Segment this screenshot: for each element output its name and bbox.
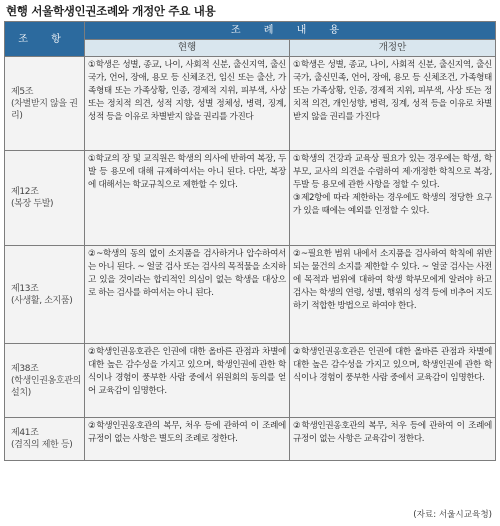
clause-cell: [5, 246, 85, 344]
current-text: ①학생은 성별, 종교, 나이, 사회적 신분, 출신지역, 출신국가, 언어, 장애, 용모 등 신체조건, 임신 또는 출산, 가족형태 또는 가족상황, 인종, 경제적 지위, 피부색, 사상 또는 정치적 의견, 성적 지향, 성별 정체성, 병력, 징계, 성적 등을 이유로 차별받지 않을 권리를 가진다: [88, 60, 286, 122]
revision-cell: [290, 418, 496, 461]
table-row: [5, 246, 496, 344]
clause-title: (차별받지 않을 권리): [11, 98, 78, 121]
current-cell: [85, 418, 290, 461]
table-row: [5, 418, 496, 461]
revision-cell: [290, 151, 496, 246]
current-cell: [85, 151, 290, 246]
revision-text: ①학생은 성별, 종교, 나이, 사회적 신분, 출신지역, 출신국가, 출신민족, 언어, 장애, 용모 등 신체조건, 가족형태 또는 가족상황, 인종, 경제적 지위, 피부색, 사상 또는 정치적 의견, 개인성향, 병력, 징계, 성적 등을 이유로 차별받지 않을 권리를 가진다: [293, 60, 492, 122]
current-text: ②학생인권옹호관의 복무, 처우 등에 관하여 이 조례에 규정이 없는 사항은 별도의 조례로 정한다.: [88, 421, 286, 444]
header-row-main: [5, 22, 496, 40]
clause-cell: [5, 418, 85, 461]
clause-title: (겸직의 제한 등): [11, 440, 73, 450]
table-row: [5, 57, 496, 151]
page-title: 현행 서울학생인권조례와 개정안 주요 내용: [6, 4, 216, 18]
clause-number: 제5조: [11, 86, 34, 97]
comparison-table: [4, 21, 496, 461]
current-text: ①학교의 장 및 교직원은 학생의 의사에 반하여 복장, 두발 등 용모에 대해 규제하여서는 아니 된다. 다만, 복장에 대해서는 학교규칙으로 제한할 수 있다.: [88, 154, 286, 190]
clause-cell: [5, 57, 85, 151]
current-cell: [85, 57, 290, 151]
current-text: ②학생인권옹호관은 인권에 대한 올바른 관점과 차별에 대한 높은 감수성을 가지고 있으며, 학생인권에 관한 학식이나 경험이 풍부한 사람 중에서 위원회의 동의를 얻어 교육감이 임명한다.: [88, 347, 286, 396]
revision-text: ①학생의 건강과 교육상 필요가 있는 경우에는 학생, 학부모, 교사의 의견을 수렴하여 제·개정한 학칙으로 복장, 두발 등 용모에 관한 사항을 정할 수 있다.: [293, 154, 492, 190]
current-cell: [85, 344, 290, 418]
source-note: (자료: 서울시교육청): [413, 510, 492, 520]
clause-title: (학생인권옹호관의 설치): [11, 375, 81, 398]
clause-number: 제41조: [11, 428, 39, 438]
header-ordinance-content: 조 례 내 용: [85, 22, 496, 40]
revision-cell: [290, 246, 496, 344]
clause-title: (사생활, 소지품): [11, 295, 73, 306]
revision-cell: [290, 57, 496, 151]
current-text: ②~학생의 동의 없이 소지품을 검사하거나 압수하여서는 아니 된다. ~ 얼굴 검사 또는 검사의 목적물을 소지하고 있을 것이라는 합리적인 의심이 없는 학생을 대상으로 하는 검사를 하여서는 아니 된다.: [88, 249, 286, 298]
header-clause: 조 항: [5, 22, 85, 57]
revision-text: ③제2항에 따라 제한하는 경우에도 학생의 정당한 요구가 있을 때에는 예외를 인정할 수 있다.: [293, 193, 492, 216]
revision-cell: [290, 344, 496, 418]
header-revision: 개정안: [290, 40, 496, 57]
revision-text: ②학생인권옹호관의 복무, 처우 등에 관하여 이 조례에 규정이 없는 사항은 교육감이 정한다.: [293, 421, 492, 444]
table-row: [5, 344, 496, 418]
revision-text: ②~필요한 범위 내에서 소지품을 검사하여 학칙에 위반되는 물건의 소지를 제한할 수 있다. ~ 얼굴 검사는 사전에 목적과 범위에 대하여 학생 학부모에게 알려야 하고 검사는 학생의 연령, 성별, 행위의 성격 등에 비추어 지도하기 적합한 방법으로 하여야 한다.: [293, 249, 492, 311]
clause-number: 제13조: [11, 283, 39, 294]
clause-number: 제12조: [11, 187, 39, 197]
revision-text: ②학생인권옹호관은 인권에 대한 올바른 관점과 차별에 대한 높은 감수성을 가지고 있으며, 학생인권에 관한 학식이나 경험이 풍부한 사람 중에서 교육감이 임명한다.: [293, 347, 492, 383]
header-current: 현행: [85, 40, 290, 57]
clause-number: 제38조: [11, 363, 39, 374]
current-cell: [85, 246, 290, 344]
clause-title: (복장 두발): [11, 199, 54, 209]
clause-cell: [5, 151, 85, 246]
table-row: [5, 151, 496, 246]
clause-cell: [5, 344, 85, 418]
